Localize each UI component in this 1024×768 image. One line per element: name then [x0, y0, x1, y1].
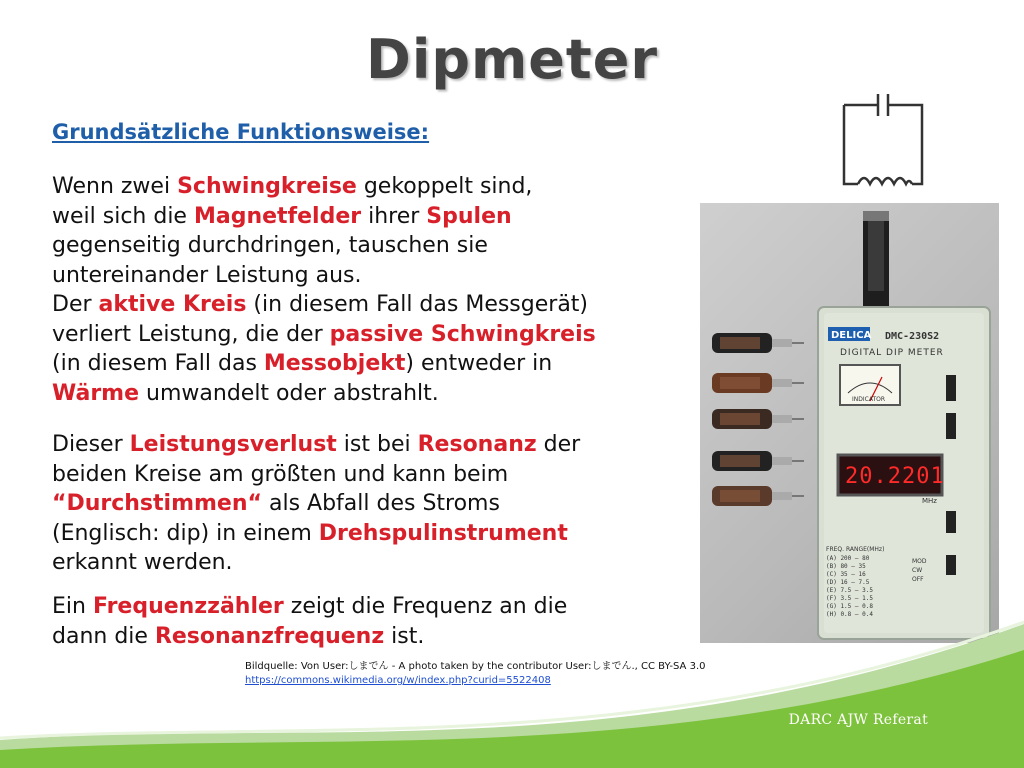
text-run: zeigt die Frequenz an die — [283, 594, 568, 619]
highlight-term: Drehspulinstrument — [318, 520, 568, 546]
paragraph-1 — [52, 172, 692, 408]
device-brand: DELICA — [831, 330, 872, 341]
text-run: ist bei — [336, 432, 418, 457]
highlight-term: Resonanz — [417, 432, 537, 457]
range-row: (C) 35 — 16 — [826, 571, 866, 578]
meter-label: INDICATOR — [852, 396, 886, 403]
range-row: (A) 200 — 80 — [826, 555, 870, 562]
highlight-term: “Durchstimmen“ — [52, 491, 262, 516]
highlight-term: Wärme — [52, 380, 140, 406]
text-run: Ein — [52, 594, 93, 619]
dip-meter-illustration — [700, 203, 999, 643]
range-row: (D) 16 — 7.5 — [826, 579, 870, 586]
footer-wave — [0, 620, 1024, 768]
text-run: beiden Kreise am größten und kann beim — [52, 461, 509, 487]
paragraph-2 — [52, 430, 692, 578]
plug-in-coil — [712, 373, 804, 393]
highlight-term: Frequenzzähler — [92, 594, 284, 619]
text-run: ihrer — [361, 203, 427, 229]
highlight-term: Leistungsverlust — [129, 432, 337, 457]
text-run: Der — [52, 292, 99, 317]
dip-meter-photo — [700, 203, 999, 643]
highlight-term: Messobjekt — [263, 351, 406, 376]
plug-in-coil — [712, 486, 804, 506]
text-run: gekoppelt sind, — [356, 174, 533, 199]
switch-2[interactable] — [946, 413, 956, 439]
highlight-term: Resonanzfrequenz — [154, 623, 385, 649]
text-run: (in diesem Fall das Messgerät) — [246, 292, 589, 317]
text-run: ist. — [384, 623, 425, 649]
range-title: FREQ. RANGE(MHz) — [826, 546, 885, 553]
highlight-term: Magnetfelder — [193, 203, 362, 229]
text-run: ) entweder in — [405, 351, 553, 376]
switch-4[interactable] — [946, 555, 956, 575]
range-row: (B) 80 — 35 — [826, 563, 866, 570]
slide-subtitle: Grundsätzliche Funktionsweise: — [52, 120, 430, 144]
lc-circuit-icon — [838, 92, 928, 194]
highlight-term: Spulen — [426, 203, 512, 229]
text-run: der — [536, 432, 581, 457]
range-row: (E) 7.5 — 3.5 — [826, 587, 873, 594]
plug-in-coil — [712, 333, 804, 353]
mode-label: CW — [912, 567, 923, 574]
text-run: Wenn zwei — [52, 174, 178, 199]
switch-1[interactable] — [946, 375, 956, 401]
highlight-term: Schwingkreise — [177, 174, 357, 199]
slide-title: Dipmeter — [366, 28, 658, 91]
text-run: als Abfall des Stroms — [261, 491, 500, 516]
text-run: umwandelt oder abstrahlt. — [139, 380, 439, 406]
text-run: (in diesem Fall das — [52, 351, 264, 376]
text-run: gegenseitig durchdringen, tauschen sie — [52, 233, 488, 258]
text-run: untereinander Leistung aus. — [52, 262, 362, 288]
frequency-display: 20.2201 — [845, 464, 945, 489]
highlight-term: passive Schwingkreis — [329, 321, 596, 347]
text-run: dann die — [52, 623, 155, 649]
range-row: (F) 3.5 — 1.5 — [826, 595, 873, 602]
range-row: (G) 1.5 — 0.8 — [826, 603, 873, 610]
plug-in-coil — [712, 451, 804, 471]
switch-3[interactable] — [946, 511, 956, 533]
text-run: verliert Leistung, die der — [52, 321, 330, 347]
text-run: (Englisch: dip) in einem — [52, 520, 319, 546]
unit-label: MHz — [922, 497, 937, 505]
credit-link[interactable]: https://commons.wikimedia.org/w/index.php?curid=5522408 — [245, 675, 551, 686]
mode-label: OFF — [912, 576, 924, 583]
plug-in-coil — [712, 409, 804, 429]
highlight-term: aktive Kreis — [98, 292, 247, 317]
text-run: Dieser — [52, 432, 130, 457]
range-row: (H) 0.8 — 0.4 — [826, 611, 873, 618]
text-run: erkannt werden. — [52, 550, 233, 575]
device-model: DMC-230S2 — [885, 331, 940, 342]
credit-text: Bildquelle: Von User:しまでん - A photo taken by the contributor User:しまでん., CC BY-SA 3.0 — [245, 661, 706, 672]
mode-label: MOD — [912, 558, 927, 565]
device-name: DIGITAL DIP METER — [840, 348, 944, 358]
footer-text: DARC AJW Referat — [788, 712, 928, 728]
text-run: weil sich die — [52, 203, 194, 229]
